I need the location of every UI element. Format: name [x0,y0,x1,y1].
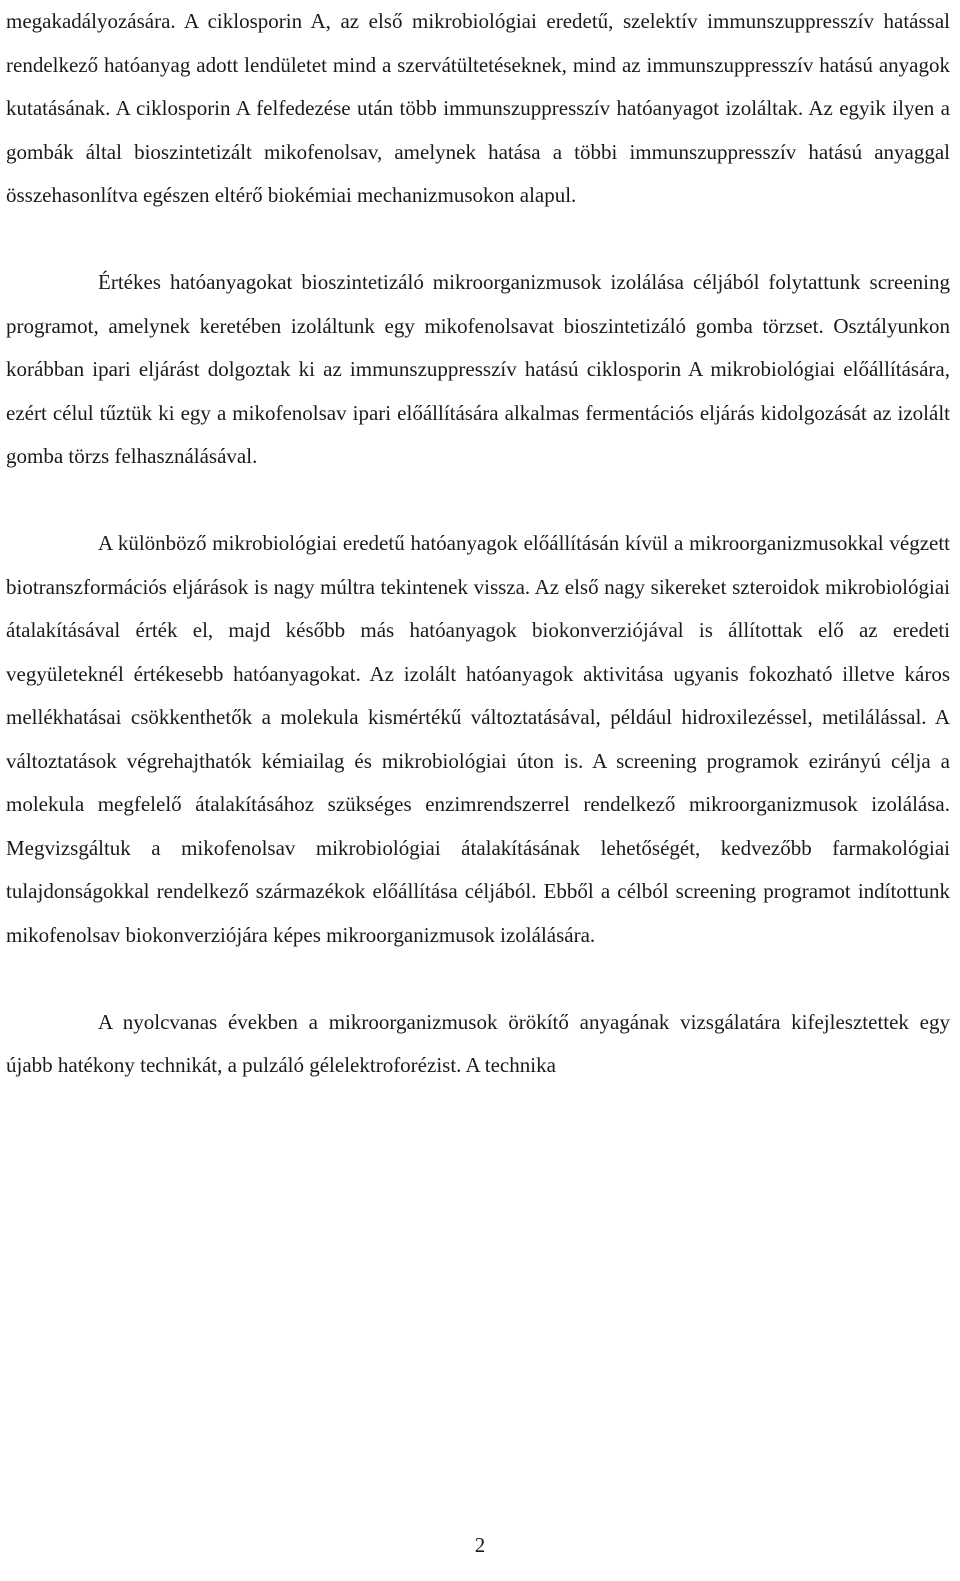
paragraph-2: Értékes hatóanyagokat bioszintetizáló mikroorganizmusok izolálása céljából folytattunk screening programot, amelynek keretében izoláltunk egy mikofenolsavat bioszintetizáló gomba törzset. Osztályunkon korábban ipari eljárást dolgoztak ki az immunszuppresszív hatású ciklosporin A mikrobiológiai előállítására, ezért célul tűztük ki egy a mikofenolsav ipari előállítására alkalmas fermentációs eljárás kidolgozását az izolált gomba törzs felhasználásával. [6,270,950,468]
page-number: 2 [474,1533,486,1557]
paragraph-4: A nyolcvanas években a mikroorganizmusok örökítő anyagának vizsgálatára kifejlesztettek egy újabb hatékony technikát, a pulzáló gélelektroforézist. A technika [6,1009,950,1077]
paragraph-1: megakadályozására. A ciklosporin A, az első mikrobiológiai eredetű, szelektív immunszuppresszív hatással rendelkező hatóanyag adott lendületet mind a szervátültetéseknek, mind az immunszuppresszív hatású anyagok kutatásának. A ciklosporin A felfedezése után több immunszuppresszív hatóanyagot izoláltak. Az egyik ilyen a gombák által bioszintetizált mikofenolsav, amelynek hatása a többi immunszuppresszív hatású anyaggal összehasonlítva egészen eltérő biokémiai mechanizmusokon alapul. [6,9,950,207]
document-page [6,0,950,1088]
paragraph-3: A különböző mikrobiológiai eredetű hatóanyagok előállításán kívül a mikroorganizmusokkal végzett biotranszformációs eljárások is nagy múltra tekintenek vissza. Az első nagy sikereket szteroidok mikrobiológiai átalakításával érték el, majd később más hatóanyagok biokonverziójával is állítottak elő az eredeti vegyületeknél értékesebb hatóanyagokat. Az izolált hatóanyagok aktivitása ugyanis fokozható illetve káros mellékhatásai csökkenthetők a molekula kismértékű változtatásával, például hidroxilezéssel, metilálással. A változtatások végrehajthatók kémiailag és mikrobiológiai úton is. A screening programok ezirányú célja a molekula megfelelő átalakításához szükséges enzimrendszerrel rendelkező mikroorganizmusok izolálása. Megvizsgáltuk a mikofenolsav mikrobiológiai átalakításának lehetőségét, kedvezőbb farmakológiai tulajdonságokkal rendelkező származékok előállítása céljából. Ebből a célból screening programot indítottunk mikofenolsav biokonverziójára képes mikroorganizmusok izolálására. [6,531,950,947]
